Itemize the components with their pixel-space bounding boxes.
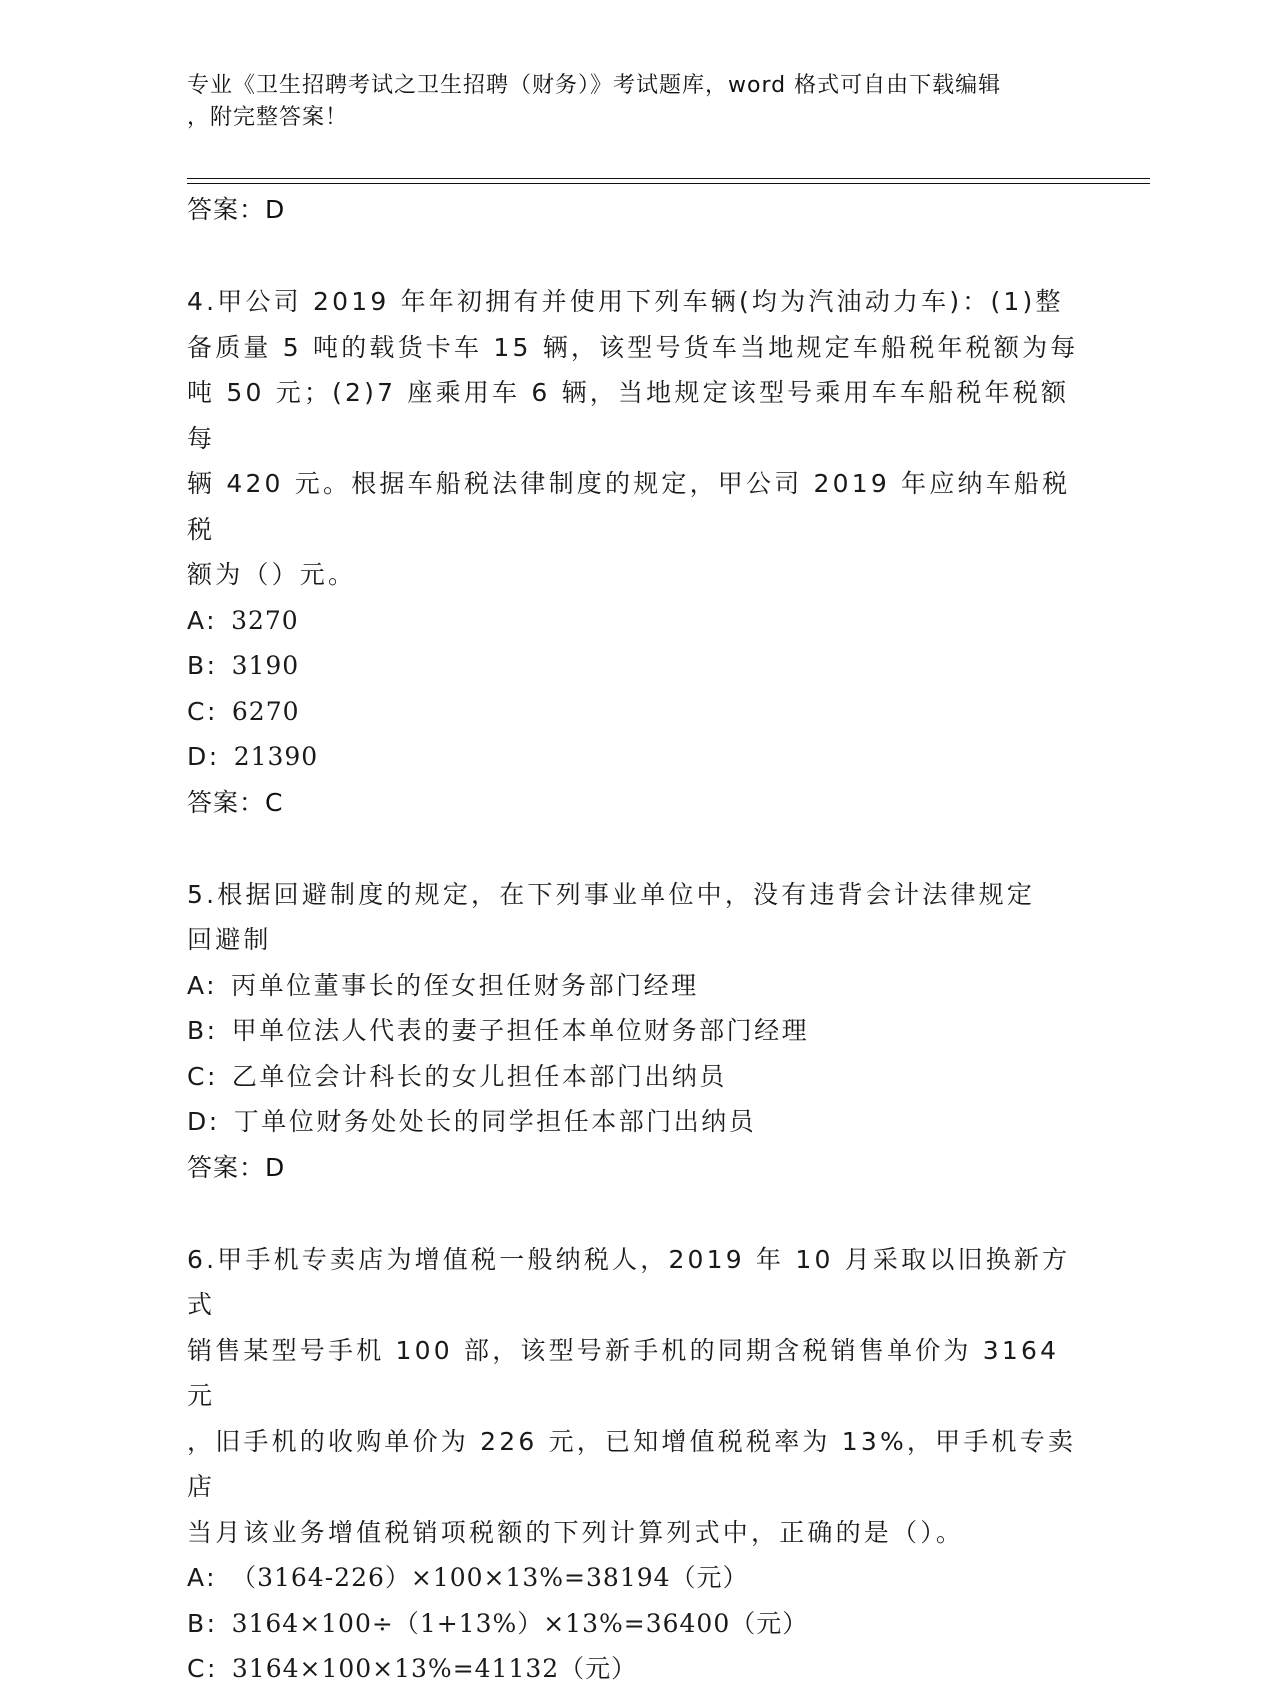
question-line: 额为（）元。 <box>187 560 357 589</box>
option-b <box>187 643 1087 689</box>
option-d <box>187 734 1087 780</box>
header-divider-bottom <box>187 183 1150 184</box>
option-text: 丙单位董事长的侄女担任财务部门经理 <box>231 970 699 1000</box>
question-line: 4.甲公司 2019 年年初拥有并使用下列车辆(均为汽油动力车)：(1)整 <box>187 287 1064 316</box>
question-line: 销售某型号手机 100 部，该型号新手机的同期含税销售单价为 3164 元 <box>187 1335 1060 1410</box>
header-line-1: 专业《卫生招聘考试之卫生招聘（财务）》考试题库，word 格式可自由下载编辑 <box>187 73 1002 98</box>
option-text: 甲单位法人代表的妻子担任本单位财务部门经理 <box>231 1016 810 1045</box>
option-label: D: <box>187 742 220 771</box>
option-a <box>187 1555 1087 1601</box>
option-b <box>187 1601 1087 1647</box>
option-b <box>187 1008 1087 1054</box>
document-body <box>187 187 1087 1692</box>
option-label: A: <box>187 970 218 1000</box>
option-text: 3164×100÷（1+13%）×13%=36400（元） <box>231 1608 809 1638</box>
option-label: D: <box>187 1107 220 1136</box>
option-text: 乙单位会计科长的女儿担任本部门出纳员 <box>231 1061 727 1091</box>
option-text: 3190 <box>231 651 300 680</box>
option-text: （3164-226）×100×13%=38194（元） <box>231 1563 749 1592</box>
option-label: A: <box>187 605 218 635</box>
option-text: 丁单位财务处处长的同学担任本部门出纳员 <box>233 1107 757 1136</box>
option-text: 3270 <box>231 605 299 635</box>
question-6 <box>187 1237 1087 1692</box>
question-line: 吨 50 元；(2)7 座乘用车 6 辆，当地规定该型号乘用车车船税年税额每 <box>187 378 1070 453</box>
option-c <box>187 1646 1087 1692</box>
question-line: 回避制 <box>187 925 272 954</box>
option-label: C: <box>187 1061 218 1091</box>
page-header <box>187 70 1087 134</box>
question-line: 备质量 5 吨的载货卡车 15 辆，该型号货车当地规定车船税年税额为每 <box>187 332 1079 362</box>
question-5 <box>187 872 1087 1191</box>
option-label: A: <box>187 1563 218 1592</box>
option-text: 3164×100×13%=41132（元） <box>231 1654 638 1683</box>
question-line: 当月该业务增值税销项税额的下列计算列式中，正确的是（）。 <box>187 1517 965 1547</box>
option-label: C: <box>187 696 218 726</box>
question-line: 5.根据回避制度的规定，在下列事业单位中，没有违背会计法律规定 <box>187 879 1036 909</box>
question-line: 辆 420 元。根据车船税法律制度的规定，甲公司 2019 年应纳车船税税 <box>187 469 1071 544</box>
header-divider-top <box>187 178 1150 179</box>
option-text: 6270 <box>231 696 300 726</box>
option-label: B: <box>187 1608 218 1638</box>
option-label: C: <box>187 1654 218 1683</box>
header-line-2: ，附完整答案！ <box>187 105 349 130</box>
option-a <box>187 598 1087 644</box>
option-d <box>187 1099 1087 1145</box>
question-line: 6.甲手机专卖店为增值税一般纳税人，2019 年 10 月采取以旧换新方式 <box>187 1244 1071 1319</box>
answer-5: 答案：D <box>187 1152 286 1182</box>
option-text: 21390 <box>233 742 319 771</box>
option-c <box>187 689 1087 735</box>
option-a <box>187 963 1087 1009</box>
answer-previous: 答案：D <box>187 195 286 224</box>
option-label: B: <box>187 1016 218 1045</box>
question-line: ，旧手机的收购单价为 226 元，已知增值税税率为 13%，甲手机专卖店 <box>187 1426 1077 1501</box>
option-c <box>187 1054 1087 1100</box>
question-4 <box>187 279 1087 826</box>
option-label: B: <box>187 651 218 680</box>
answer-4: 答案：C <box>187 787 284 817</box>
